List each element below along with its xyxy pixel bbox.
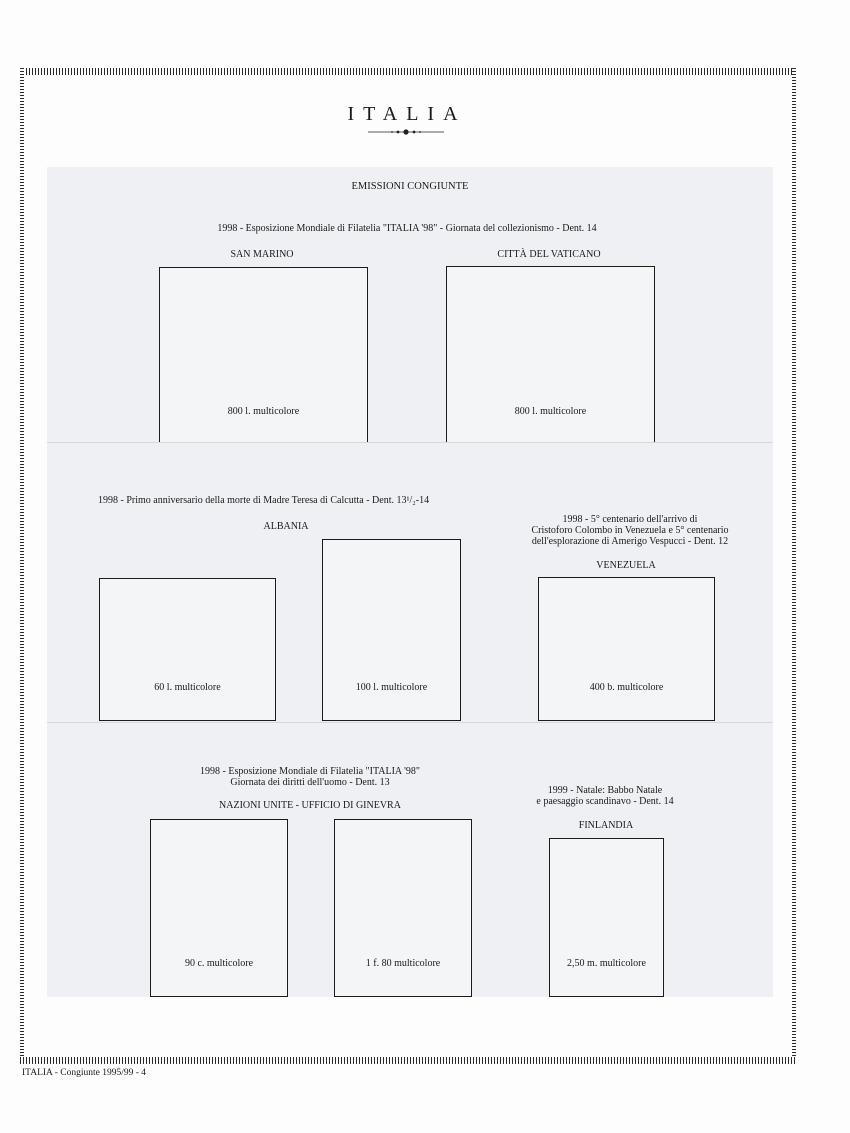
stamp-caption: 800 l. multicolore <box>227 406 300 417</box>
stamp-box-finlandia <box>549 838 664 997</box>
top-border-rule <box>20 68 796 75</box>
country-san-marino: SAN MARINO <box>230 249 294 260</box>
row2-issue-left: 1998 - Primo anniversario della morte di Madre Teresa di Calcutta - Dent. 13¹/₂-14 <box>98 495 430 506</box>
country-venezuela: VENEZUELA <box>596 560 656 571</box>
row2-issue-right-line1: 1998 - 5° centenario dell'arrivo di <box>562 514 698 525</box>
section-title: EMISSIONI CONGIUNTE <box>351 181 469 192</box>
row2-issue-right-line2: Cristoforo Colombo in Venezuela e 5° centenario <box>531 525 729 536</box>
country-nazioni-unite: NAZIONI UNITE - UFFICIO DI GINEVRA <box>219 800 401 811</box>
country-finlandia: FINLANDIA <box>578 820 634 831</box>
row3-issue-left-line2: Giornata dei diritti dell'uomo - Dent. 13 <box>230 777 390 788</box>
page-title: ITALIA <box>347 103 467 125</box>
stamp-caption: 60 l. multicolore <box>154 682 221 693</box>
page-footer: ITALIA - Congiunte 1995/99 - 4 <box>22 1068 147 1078</box>
right-border-rule <box>792 68 796 1064</box>
stamp-box-onu-180 <box>334 819 472 997</box>
stamp-caption: 2,50 m. multicolore <box>567 958 646 969</box>
stamp-caption: 100 l. multicolore <box>355 682 428 693</box>
row3-issue-right-line1: 1999 - Natale: Babbo Natale <box>547 785 663 796</box>
row1-panel <box>47 167 773 442</box>
stamp-box-vaticano <box>446 266 655 445</box>
stamp-caption: 90 c. multicolore <box>184 958 254 969</box>
country-vaticano: CITTÀ DEL VATICANO <box>497 249 601 260</box>
stamp-caption: 1 f. 80 multicolore <box>365 958 441 969</box>
stamp-caption: 400 b. multicolore <box>589 682 664 693</box>
stamp-box-albania-60 <box>99 578 276 721</box>
left-border-rule <box>20 68 24 1064</box>
bottom-border-rule <box>20 1057 796 1064</box>
row2-issue-right-line3: dell'esplorazione di Amerigo Vespucci - Dent. 12 <box>531 536 729 547</box>
stamp-box-san-marino <box>159 267 368 445</box>
ornament-icon <box>368 128 444 136</box>
row3-issue-left-line1: 1998 - Esposizione Mondiale di Filatelia "ITALIA '98" <box>200 766 420 777</box>
country-albania: ALBANIA <box>263 521 309 532</box>
stamp-caption: 800 l. multicolore <box>514 406 587 417</box>
stamp-box-venezuela <box>538 577 715 721</box>
row3-issue-right-line2: e paesaggio scandinavo - Dent. 14 <box>536 796 674 807</box>
stamp-box-albania-100 <box>322 539 461 721</box>
row1-issue-title: 1998 - Esposizione Mondiale di Filatelia "ITALIA '98" - Giornata del collezionismo - Dent. 14 <box>217 223 597 234</box>
stamp-box-onu-90 <box>150 819 288 997</box>
